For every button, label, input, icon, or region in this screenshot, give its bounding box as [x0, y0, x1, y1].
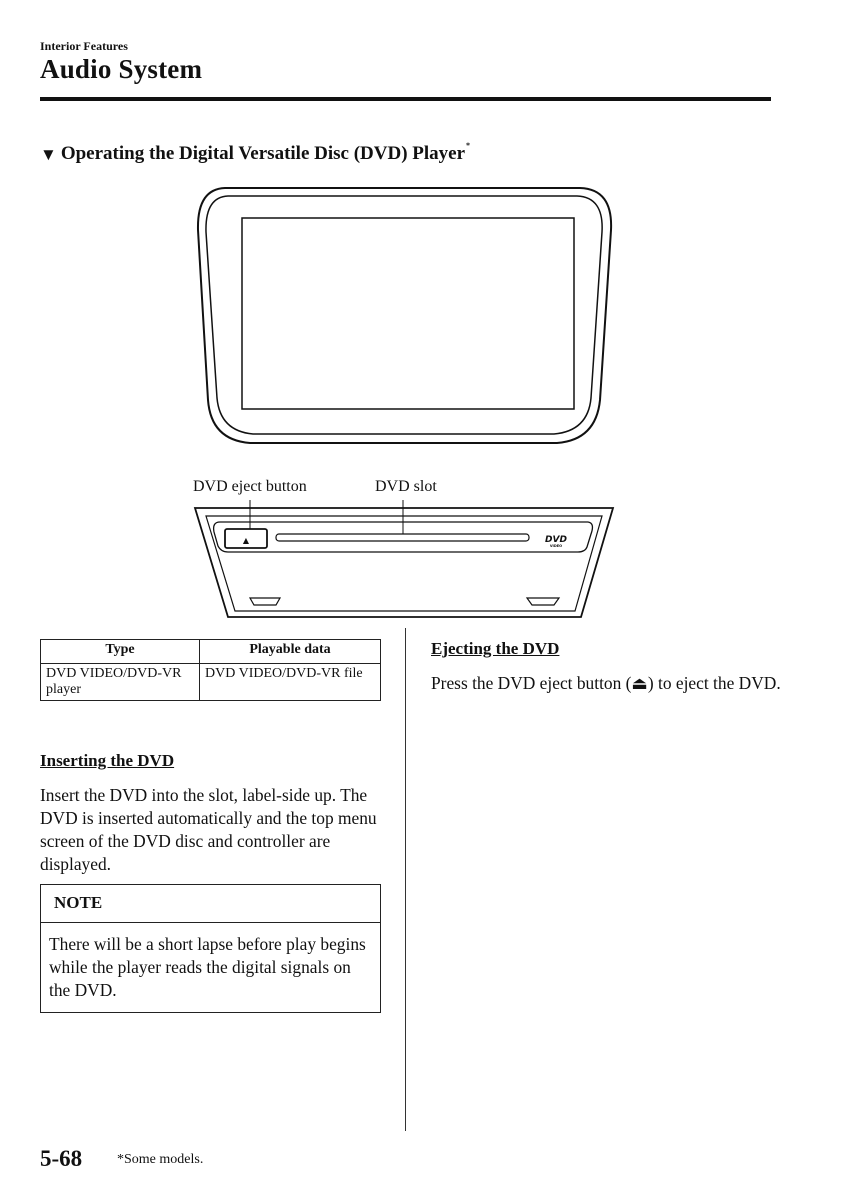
- note-text: There will be a short lapse before play begins while the player reads the digital signals on the DVD.: [49, 934, 366, 1000]
- screen-outer-bezel: [198, 188, 611, 443]
- eject-button-callout: DVD eject button: [193, 478, 307, 495]
- page-number: 5-68: [40, 1146, 83, 1171]
- ejecting-paragraph: Press the DVD eject button (⏏) to eject the DVD.: [431, 673, 781, 693]
- table-header-row: [41, 640, 381, 664]
- section-title-text: Operating the Digital Versatile Disc (DVD) Player: [60, 143, 466, 164]
- section-asterisk: *: [466, 141, 471, 150]
- triangle-marker-icon: ▼: [40, 145, 57, 164]
- dvd-logo-top: DVD: [545, 535, 567, 545]
- column-divider: [405, 628, 406, 1131]
- dvd-slot: [276, 534, 529, 541]
- display-screen-illustration: [195, 185, 615, 450]
- player-outer-body: [195, 508, 613, 617]
- screen-inner-bezel: [206, 196, 602, 434]
- note-box: [40, 884, 381, 1013]
- page-title: Audio System: [40, 54, 203, 84]
- header-divider: [40, 97, 771, 101]
- ejecting-heading: Ejecting the DVD: [431, 639, 560, 658]
- dvd-player-illustration: [190, 500, 620, 625]
- right-foot-slot: [527, 598, 559, 605]
- screen-display-area: [242, 218, 574, 409]
- running-header: Interior Features: [40, 39, 128, 53]
- left-foot-slot: [250, 598, 280, 605]
- playable-data-table: [40, 639, 381, 701]
- note-divider: [41, 922, 380, 923]
- column-header-type: Type: [41, 640, 200, 664]
- eject-symbol-icon: ▲: [242, 536, 250, 545]
- inserting-heading: Inserting the DVD: [40, 751, 175, 770]
- section-heading: [40, 143, 470, 167]
- footnote: *Some models.: [117, 1152, 204, 1167]
- inserting-paragraph: Insert the DVD into the slot, label-side up. The DVD is inserted automatically and the top menu screen of the DVD disc and controller are displayed.: [40, 785, 377, 874]
- table-row: [41, 664, 381, 701]
- dvd-logo-bottom: VIDEO: [549, 544, 563, 548]
- dvd-slot-callout: DVD slot: [375, 478, 437, 495]
- table-cell-type: DVD VIDEO/DVD-VR player: [41, 664, 200, 701]
- column-header-playable-data: Playable data: [200, 640, 381, 664]
- note-title: NOTE: [54, 893, 103, 912]
- table-cell-playable-data: DVD VIDEO/DVD-VR file: [200, 664, 381, 701]
